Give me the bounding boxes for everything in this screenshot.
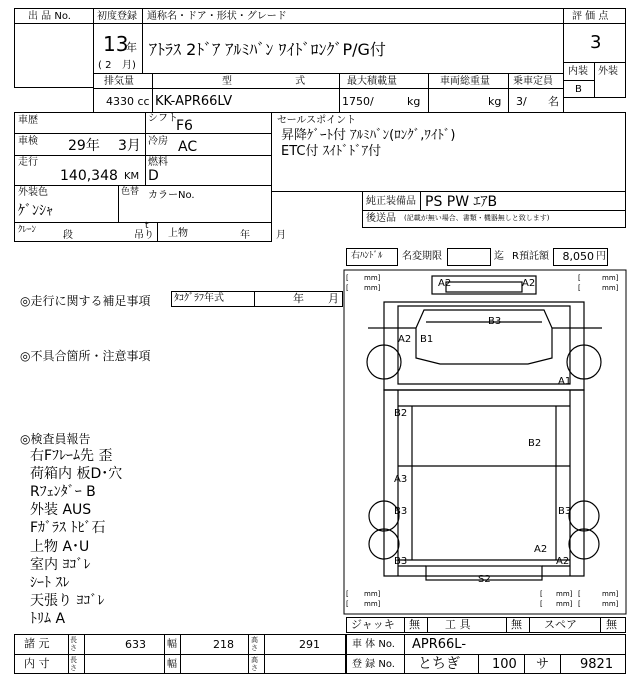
interior-label: 内装 xyxy=(568,66,588,77)
width-label-inner: 幅 xyxy=(167,659,177,670)
first-reg-month-open: ( 2 xyxy=(98,60,112,71)
inspection-label: 車検 xyxy=(18,136,38,147)
jack-label: ジャッキ xyxy=(351,618,395,631)
inner-label: 内 寸 xyxy=(24,657,50,670)
steer-label: 右ﾊﾝﾄﾞﾙ xyxy=(351,251,383,261)
chassis-label: 車 体 No. xyxy=(352,639,395,650)
inspection-month: 3月 xyxy=(118,138,141,154)
damage-mark-b1-cab-left: B1 xyxy=(420,334,434,345)
max-load-unit: kg xyxy=(407,95,421,108)
gross-weight-label: 車両総重量 xyxy=(440,76,490,87)
bracket-text: [ xyxy=(578,590,581,598)
meter-change-label: 名変期限 xyxy=(402,251,442,262)
length-value: 633 xyxy=(125,638,146,651)
damage-mark-b3-windshield: B3 xyxy=(488,316,502,327)
displacement-label: 排気量 xyxy=(104,76,134,87)
equipment-value: PS PW ｴｱB xyxy=(425,194,498,210)
upper-year: 年 xyxy=(240,230,250,241)
capacity-unit: 名 xyxy=(548,95,559,108)
damage-marks xyxy=(394,278,571,585)
first-reg-month-close: 月) xyxy=(122,60,136,71)
score-label: 評 価 点 xyxy=(572,11,609,22)
first-reg-label: 初度登録 xyxy=(97,11,137,22)
width-value: 218 xyxy=(213,638,234,651)
bracket-text: mm] xyxy=(364,284,381,292)
interior-grade: B xyxy=(575,84,582,95)
color-value: ｹﾞﾝｼｬ xyxy=(18,203,53,219)
bracket-text: [ xyxy=(346,600,349,608)
history-label: 車歴 xyxy=(18,115,38,126)
bracket-text: [ xyxy=(578,284,581,292)
sales-point-title: セールスポイント xyxy=(277,115,357,126)
damage-mark-b2-box-right: B2 xyxy=(528,438,542,449)
crane-ton-label: t xyxy=(145,221,149,231)
vehicle-diagram xyxy=(340,266,630,618)
inspection-year: 29年 xyxy=(68,138,100,154)
damage-mark-a2-rear-right: A2 xyxy=(534,544,548,555)
damage-mark-b3-rear-left: B3 xyxy=(394,556,408,567)
model-value: KK-APR66LV xyxy=(155,94,233,109)
height-label: 高さ xyxy=(251,636,258,652)
inspector-label: ◎検査員報告 xyxy=(20,432,91,446)
sales-point-line1: 昇降ｹﾞｰﾄ付 ｱﾙﾐﾊﾞﾝ(ﾛﾝｸﾞ,ﾜｲﾄﾞ) xyxy=(281,128,456,143)
chassis-value: APR66L- xyxy=(412,637,467,652)
mileage-value: 140,348 xyxy=(60,168,118,184)
spare-label: スペア xyxy=(544,618,577,631)
reg-label: 登 録 No. xyxy=(352,659,395,670)
damage-mark-a3-box-left: A3 xyxy=(394,474,408,485)
ac-label: 冷房 xyxy=(148,136,168,147)
sales-point-line2: ETC付 ｽｲﾄﾞﾄﾞｱ付 xyxy=(281,144,382,159)
inspector-line: Fｶﾞﾗｽ ﾄﾋﾞ石 xyxy=(30,520,106,536)
reg-kana: サ xyxy=(536,657,550,672)
gross-weight-unit: kg xyxy=(488,95,502,108)
shift-label: シフト xyxy=(148,113,178,124)
lot-label: 出 品 No. xyxy=(28,11,71,22)
length-label-inner: 長さ xyxy=(70,656,77,672)
bracket-text: mm] xyxy=(602,590,619,598)
fuel-value: D xyxy=(148,168,159,184)
bracket-text: mm] xyxy=(364,590,381,598)
inspector-line: 上物 A･U xyxy=(30,539,90,555)
spec-label: 諸 元 xyxy=(24,637,50,650)
bracket-text: mm] xyxy=(364,600,381,608)
meter-change-box xyxy=(447,248,491,266)
mileage-label: 走行 xyxy=(18,157,38,168)
exterior-label: 外装 xyxy=(598,66,618,77)
tool-label: 工 具 xyxy=(445,618,471,631)
tool-value: 無 xyxy=(511,618,522,631)
bracket-text: mm] xyxy=(602,274,619,282)
inspector-line: 荷箱内 板D･穴 xyxy=(30,466,123,482)
bracket-text: [ xyxy=(578,600,581,608)
aftersend-label: 後送品 xyxy=(366,213,396,224)
inspector-line: 右Fﾌﾚｰﾑ先 歪 xyxy=(30,448,113,464)
first-reg-year: 13 xyxy=(103,32,129,56)
damage-mark-b2-box-left: B2 xyxy=(394,408,408,419)
inspector-line: 室内 ﾖｺﾞﾚ xyxy=(30,557,91,573)
truck-outline xyxy=(367,276,602,580)
score-value: 3 xyxy=(590,32,602,53)
ac-value: AC xyxy=(178,139,198,155)
model-label: 型 式 xyxy=(222,76,336,87)
bracket-text: [ xyxy=(346,274,349,282)
jack-value: 無 xyxy=(409,618,420,631)
tacho-month: 月 xyxy=(328,292,339,305)
bracket-text: [ xyxy=(346,284,349,292)
damage-mark-s2-rear-bumper: S2 xyxy=(478,574,491,585)
crane-label: ｸﾚｰﾝ xyxy=(18,225,37,235)
tacho-year: 年 xyxy=(293,292,304,305)
max-load-label: 最大積載量 xyxy=(347,76,397,87)
inspector-line: ｼｰﾄ ｽﾚ xyxy=(30,575,70,591)
damage-mark-a2-front-right: A2 xyxy=(522,278,536,289)
first-reg-year-unit: 年 xyxy=(126,41,137,54)
upper-month: 月 xyxy=(276,230,286,241)
inspector-line: Rﾌｪﾝﾀﾞｰ B xyxy=(30,484,96,500)
displacement-value: 4330 cc xyxy=(106,95,150,108)
reg-class: 100 xyxy=(492,657,517,672)
color-label: 外装色 xyxy=(18,187,48,198)
car-name-label: 通称名・ドア・形状・グレード xyxy=(147,11,287,22)
damage-mark-a2-cab-left: A2 xyxy=(398,334,412,345)
length-label: 長さ xyxy=(70,636,77,652)
price-value: 8,050 xyxy=(562,250,594,263)
bracket-text: [ xyxy=(578,274,581,282)
crane-stage: 段 xyxy=(63,230,73,241)
price-yen: 円 xyxy=(596,251,606,262)
bracket-text: [ xyxy=(346,590,349,598)
reg-place: とちぎ xyxy=(418,656,460,672)
color-code-label: カラーNo. xyxy=(148,190,195,201)
height-label-inner: 高さ xyxy=(251,656,258,672)
reg-number: 9821 xyxy=(580,657,614,672)
color-no-label: 色替 xyxy=(121,187,140,197)
bracket-text: mm] xyxy=(602,284,619,292)
price-label: R預託額 xyxy=(512,251,549,262)
shift-value: F6 xyxy=(176,118,193,134)
damage-mark-a1-cab-right: A1 xyxy=(558,376,572,387)
bracket-text: mm] xyxy=(602,600,619,608)
bracket-text: mm] xyxy=(364,274,381,282)
aftersend-note: (記載が無い場合、書類・機器無しと致します) xyxy=(404,214,550,222)
driving-remarks-label: ◎走行に関する補足事項 xyxy=(20,294,151,308)
spare-value: 無 xyxy=(606,618,617,631)
max-load-value: 1750/ xyxy=(342,95,374,108)
bracket-text: [ xyxy=(540,600,543,608)
damage-mark-b3-box-right: B3 xyxy=(558,506,572,517)
fuel-label: 燃料 xyxy=(148,157,168,168)
upper-label: 上物 xyxy=(168,228,188,239)
capacity-value: 3/ xyxy=(516,95,527,108)
bracket-text: mm] xyxy=(556,590,573,598)
height-value: 291 xyxy=(299,638,320,651)
crane-lift: 吊り xyxy=(134,230,154,241)
damage-mark-a2-front-left: A2 xyxy=(438,278,452,289)
width-label: 幅 xyxy=(167,639,177,650)
bracket-text: [ xyxy=(540,590,543,598)
inspector-line: ﾄﾘﾑ A xyxy=(30,611,66,627)
meter-change-unit: 迄 xyxy=(494,251,504,262)
bracket-text: mm] xyxy=(556,600,573,608)
capacity-label: 乗車定員 xyxy=(513,76,553,87)
damage-mark-a2-rear-right-lower: A2 xyxy=(556,556,570,567)
defect-label: ◎不具合箇所・注意事項 xyxy=(20,349,151,363)
mileage-unit: KM xyxy=(124,171,140,182)
inspector-line: 外装 AUS xyxy=(30,502,92,518)
car-name: ｱﾄﾗｽ 2ﾄﾞｱ ｱﾙﾐﾊﾞﾝ ﾜｲﾄﾞﾛﾝｸﾞP/G付 xyxy=(149,40,386,59)
equipment-label: 純正装備品 xyxy=(366,196,416,207)
tacho-label: ﾀｺｸﾞﾗﾌ年式 xyxy=(174,293,224,304)
damage-mark-b3-box-left: B3 xyxy=(394,506,408,517)
inspector-line: 天張り ﾖｺﾞﾚ xyxy=(30,593,105,609)
